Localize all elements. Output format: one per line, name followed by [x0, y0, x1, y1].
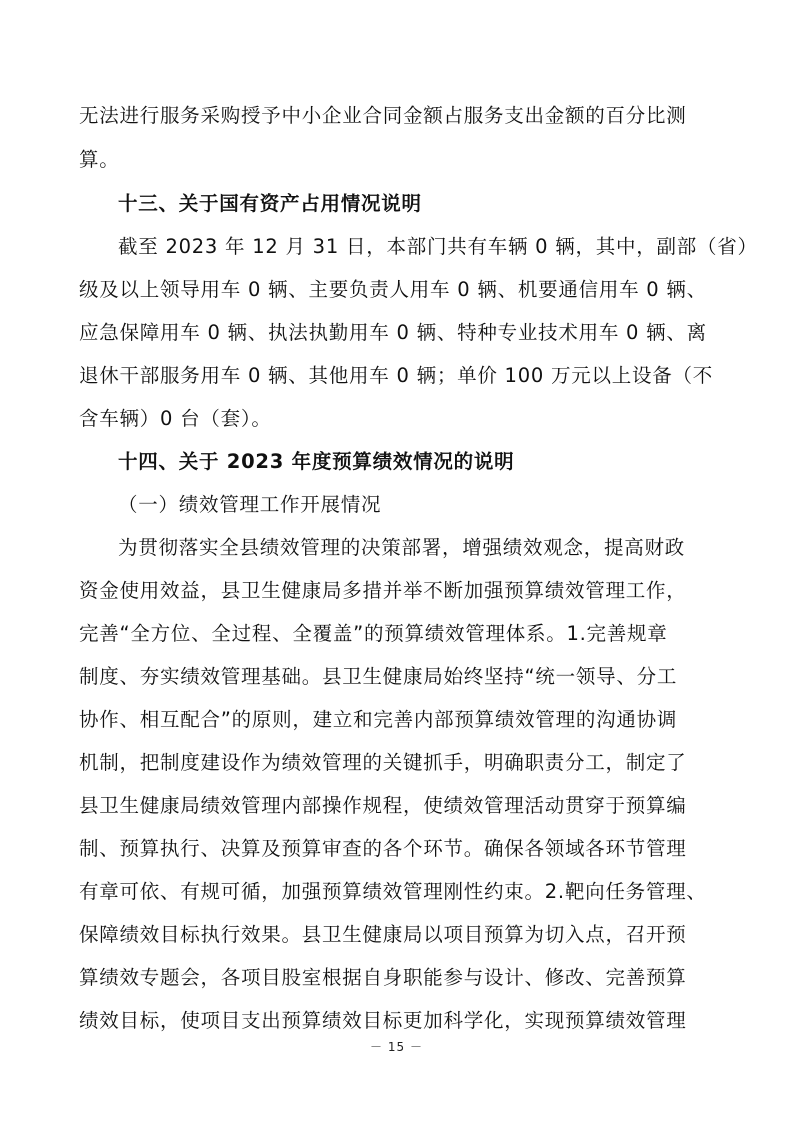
body-text-line: 为贯彻落实全县绩效管理的决策部署，增强绩效观念，提高财政: [118, 536, 686, 559]
body-text-line: 应急保障用车 0 辆、执法执勤用车 0 辆、特种专业技术用车 0 辆、离: [79, 321, 707, 344]
body-text-line: 级及以上领导用车 0 辆、主要负责人用车 0 辆、机要通信用车 0 辆、: [79, 278, 707, 301]
body-text-line: 协作、相互配合”的原则，建立和完善内部预算绩效管理的沟通协调: [79, 708, 678, 731]
body-text-line: 县卫生健康局绩效管理内部操作规程，使绩效管理活动贯穿于预算编: [79, 794, 687, 817]
body-text-line: 退休干部服务用车 0 辆、其他用车 0 辆；单价 100 万元以上设备（不: [79, 364, 713, 387]
body-text-line: 绩效目标，使项目支出预算绩效目标更加科学化，实现预算绩效管理: [79, 1009, 687, 1032]
body-text-line: 算绩效专题会，各项目股室根据自身职能参与设计、修改、完善预算: [79, 966, 687, 989]
body-text-line: 含车辆）0 台（套）。: [79, 407, 272, 430]
section-heading-13: 十三、关于国有资产占用情况说明: [118, 192, 422, 215]
body-text-line: 算。: [79, 148, 120, 171]
body-text-line: 有章可依、有规可循，加强预算绩效管理刚性约束。2.靶向任务管理、: [79, 880, 707, 903]
body-text-line: 制、预算执行、决算及预算审查的各个环节。确保各领域各环节管理: [79, 837, 687, 860]
section-heading-14: 十四、关于 2023 年度预算绩效情况的说明: [118, 450, 515, 473]
body-text-line: 完善“全方位、全过程、全覆盖”的预算绩效管理体系。1.完善规章: [79, 622, 668, 645]
subsection-heading: （一）绩效管理工作开展情况: [118, 493, 382, 516]
body-text-line: 无法进行服务采购授予中小企业合同金额占服务支出金额的百分比测: [79, 104, 687, 127]
body-text-line: 截至 2023 年 12 月 31 日，本部门共有车辆 0 辆，其中，副部（省）: [118, 235, 758, 258]
body-text-line: 保障绩效目标执行效果。县卫生健康局以项目预算为切入点，召开预: [79, 923, 687, 946]
body-text-line: 机制，把制度建设作为绩效管理的关键抓手，明确职责分工，制定了: [79, 751, 687, 774]
body-text-line: 制度、夯实绩效管理基础。县卫生健康局始终坚持“统一领导、分工: [79, 665, 678, 688]
body-text-line: 资金使用效益，县卫生健康局多措并举不断加强预算绩效管理工作，: [79, 579, 687, 602]
page-number: － 15 －: [370, 1040, 423, 1054]
